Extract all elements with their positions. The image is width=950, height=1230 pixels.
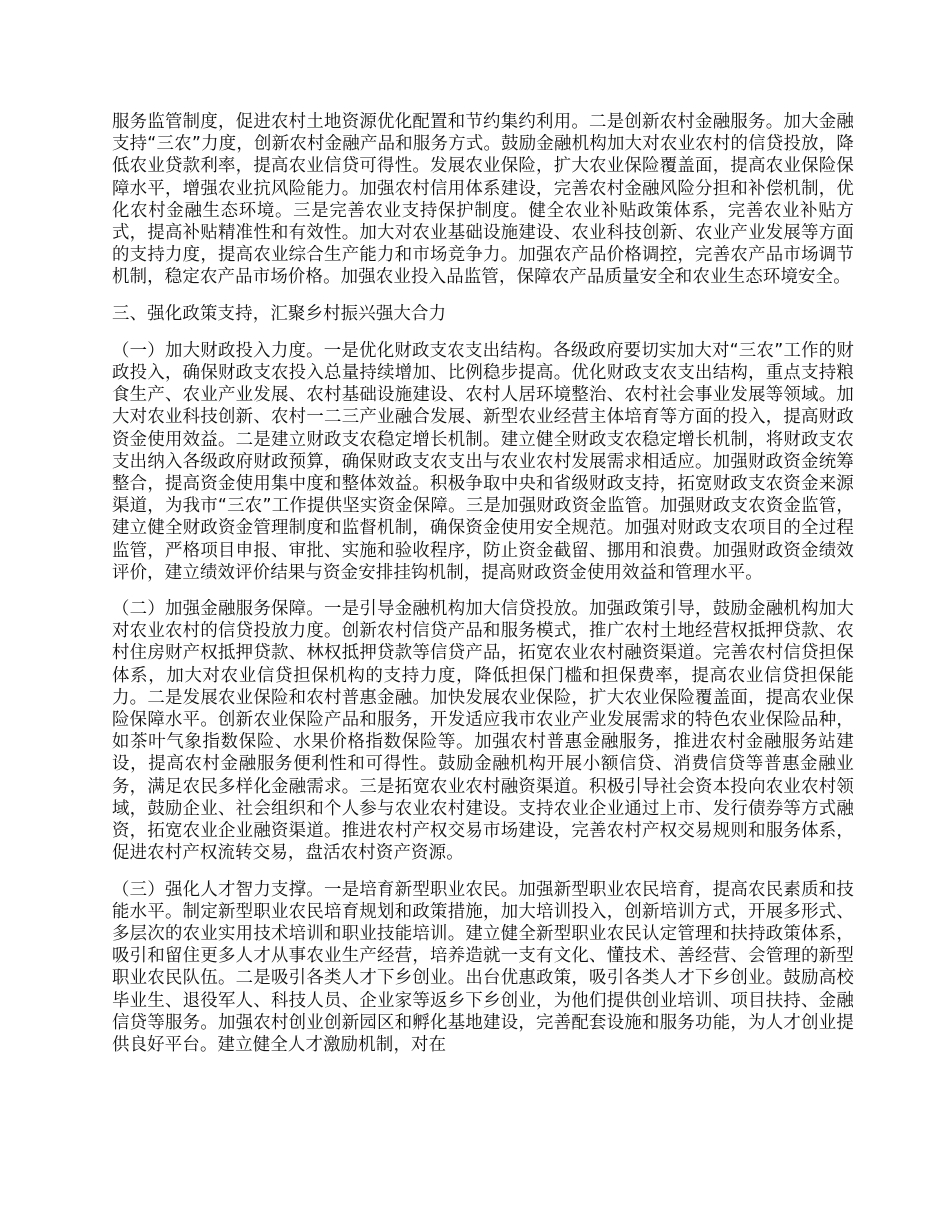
paragraph-fiscal-investment: （一）加大财政投入力度。一是优化财政支农支出结构。各级政府要切实加大对“三农”工作的财政投入，确保财政支农投入总量持续增加、比例稳步提高。优化财政支农支出结构，重点支持粮食生产、农业产业发展、农村基础设施建设、农村人居环境整治、农村社会事业发展等领域。加大对农业科技创新、农村一二三产业融合发展、新型农业经营主体培育等方面的投入，提高财政资金使用效益。二是建立财政支农稳定增长机制。建立健全财政支农稳定增长机制，将财政支农支出纳入各级政府财政预算，确保财政支农支出与农业农村发展需求相适应。加强财政资金统筹整合，提高资金使用集中度和整体效益。积极争取中央和省级财政支持，拓宽财政支农资金来源渠道，为我市“三农”工作提供坚实资金保障。三是加强财政资金监管。加强财政支农资金监管，建立健全财政资金管理制度和监督机制，确保资金使用安全规范。加强对财政支农项目的全过程监管，严格项目申报、审批、实施和验收程序，防止资金截留、挪用和浪费。加强财政资金绩效评价，建立绩效评价结果与资金安排挂钩机制，提高财政资金使用效益和管理水平。	[112, 340, 854, 583]
section-heading-policy-support: 三、强化政策支持，汇聚乡村振兴强大合力	[112, 303, 447, 324]
paragraph-financial-services: （二）加强金融服务保障。一是引导金融机构加大信贷投放。加强政策引导，鼓励金融机构加大对农业农村的信贷投放力度。创新农村信贷产品和服务模式，推广农村土地经营权抵押贷款、农村住房财产权抵押贷款、林权抵押贷款等信贷产品，拓宽农业农村融资渠道。完善农村信贷担保体系，加大对农业信贷担保机构的支持力度，降低担保门槛和担保费率，提高农业信贷担保能力。二是发展农业保险和农村普惠金融。加快发展农业保险，扩大农业保险覆盖面，提高农业保险保障水平。创新农业保险产品和服务，开发适应我市农业产业发展需求的特色农业保险品种，如茶叶气象指数保险、水果价格指数保险等。加强农村普惠金融服务，推进农村金融服务站建设，提高农村金融服务便利性和可得性。鼓励金融机构开展小额信贷、消费信贷等普惠金融业务，满足农民多样化金融需求。三是拓宽农业农村融资渠道。积极引导社会资本投向农业农村领域，鼓励企业、社会组织和个人参与农业农村建设。支持农业企业通过上市、发行债券等方式融资，拓宽农业企业融资渠道。推进农村产权交易市场建设，完善农村产权交易规则和服务体系，促进农村产权流转交易，盘活农村资产资源。	[112, 599, 854, 864]
paragraph-continued-rural-finance: 服务监管制度，促进农村土地资源优化配置和节约集约利用。二是创新农村金融服务。加大金融支持“三农”力度，创新农村金融产品和服务方式。鼓励金融机构加大对农业农村的信贷投放，降低农业贷款利率，提高农业信贷可得性。发展农业保险，扩大农业保险覆盖面，提高农业保险保障水平，增强农业抗风险能力。加强农村信用体系建设，完善农村金融风险分担和补偿机制，优化农村金融生态环境。三是完善农业支持保护制度。健全农业补贴政策体系，完善农业补贴方式，提高补贴精准性和有效性。加大对农业基础设施建设、农业科技创新、农业产业发展等方面的支持力度，提高农业综合生产能力和市场竞争力。加强农产品价格调控，完善农产品市场调节机制，稳定农产品市场价格。加强农业投入品监管，保障农产品质量安全和农业生态环境安全。	[112, 112, 854, 288]
document-body	[112, 111, 854, 1070]
paragraph-talent-support: （三）强化人才智力支撑。一是培育新型职业农民。加强新型职业农民培育，提高农民素质和技能水平。制定新型职业农民培育规划和政策措施，加大培训投入，创新培训方式，开展多形式、多层次的农业实用技术培训和职业技能培训。建立健全新型职业农民认定管理和扶持政策体系，吸引和留住更多人才从事农业生产经营，培养造就一支有文化、懂技术、善经营、会管理的新型职业农民队伍。二是吸引各类人才下乡创业。出台优惠政策，吸引各类人才下乡创业。鼓励高校毕业生、退役军人、科技人员、企业家等返乡下乡创业，为他们提供创业培训、项目扶持、金融信贷等服务。加强农村创业创新园区和孵化基地建设，完善配套设施和服务功能，为人才创业提供良好平台。建立健全人才激励机制，对在	[112, 879, 854, 1055]
